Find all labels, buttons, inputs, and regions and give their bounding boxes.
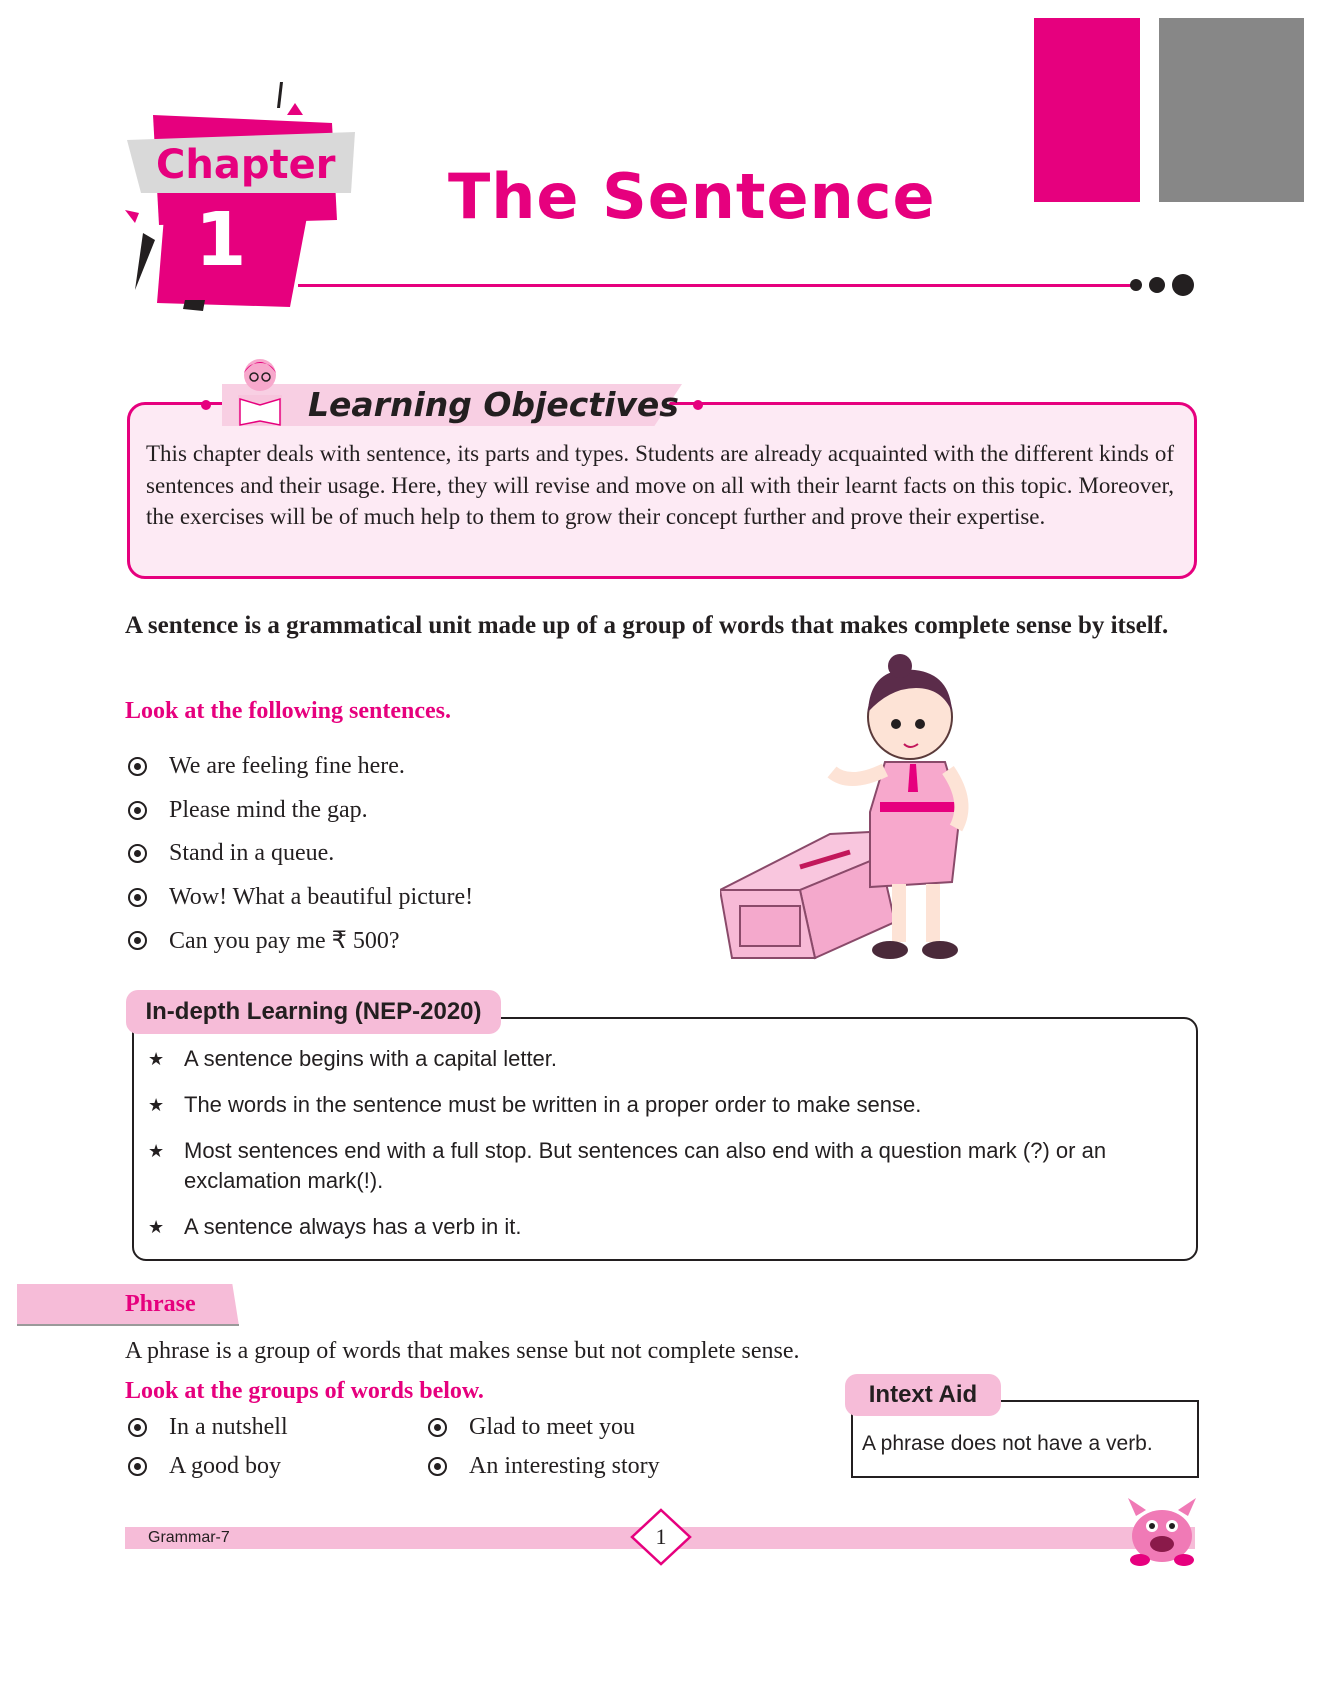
bullet-icon <box>128 931 147 950</box>
list-item: ★ Most sentences end with a full stop. But sentences can also end with a question mark (?) or an exclamation mark(!). <box>148 1136 1188 1196</box>
girl-reading-icon <box>228 355 288 427</box>
corner-gray-block <box>1159 18 1304 202</box>
bullet-icon <box>128 888 147 907</box>
list-item: ★ A sentence begins with a capital letter. <box>148 1044 1188 1074</box>
bullet-icon <box>128 844 147 863</box>
bullet-icon <box>428 1457 447 1476</box>
list-item: ★ The words in the sentence must be written in a proper order to make sense. <box>148 1090 1188 1120</box>
footer-book-label: Grammar-7 <box>148 1529 230 1546</box>
star-icon: ★ <box>148 1217 165 1237</box>
phrase-heading: Phrase <box>125 1291 196 1317</box>
bullet-icon <box>128 757 147 776</box>
phrase-definition: A phrase is a group of words that makes sense but not complete sense. <box>125 1338 800 1364</box>
title-rule <box>298 284 1138 287</box>
bullet-icon <box>128 1418 147 1437</box>
list-item: Stand in a queue. <box>128 832 473 876</box>
star-icon: ★ <box>148 1141 165 1161</box>
intext-aid-heading: Intext Aid <box>845 1374 1001 1416</box>
list-item: We are feeling fine here. <box>128 745 473 789</box>
girl-desk-illustration <box>720 652 1030 992</box>
page-title: The Sentence <box>448 160 936 233</box>
rule-dots <box>1130 273 1202 297</box>
list-item: An interesting story <box>428 1447 660 1486</box>
phrase-list-col1 <box>128 1408 288 1486</box>
page-number: 1 <box>655 1524 667 1549</box>
chapter-label: Chapter <box>156 142 336 188</box>
objectives-text: This chapter deals with sentence, its parts and types. Students are already acquainted with the different kinds of sentences and their usage. Here, they will revise and move on all with their learnt facts on this topic. Moreover, the exercises will be of much help to them to grow their concept further and prove their expertise. <box>146 441 1174 529</box>
star-icon: ★ <box>148 1049 165 1069</box>
bullet-icon <box>128 801 147 820</box>
list-item: Please mind the gap. <box>128 789 473 833</box>
list-item: ★ A sentence always has a verb in it. <box>148 1212 1188 1242</box>
list-item: Glad to meet you <box>428 1408 660 1447</box>
objectives-dot-right <box>693 400 703 410</box>
list-item: Wow! What a beautiful picture! <box>128 876 473 920</box>
phrase-subheading: Look at the groups of words below. <box>125 1378 484 1404</box>
bullet-icon <box>428 1418 447 1437</box>
monster-mascot-icon <box>1122 1496 1202 1568</box>
intext-aid-text: A phrase does not have a verb. <box>862 1432 1153 1455</box>
list-item: In a nutshell <box>128 1408 288 1447</box>
star-icon: ★ <box>148 1095 165 1115</box>
bullet-icon <box>128 1457 147 1476</box>
examples-heading: Look at the following sentences. <box>125 698 451 724</box>
objectives-heading: Learning Objectives <box>308 385 679 424</box>
list-item: Can you pay me ₹ 500? <box>128 919 473 963</box>
phrase-heading-edge <box>17 1324 239 1326</box>
objectives-dot-left <box>201 400 211 410</box>
in-depth-list <box>148 1044 1188 1242</box>
sentence-definition: A sentence is a grammatical unit made up of a group of words that makes complete sense by itself. <box>125 612 1169 639</box>
examples-list <box>128 745 473 963</box>
phrase-list-col2 <box>428 1408 660 1486</box>
chapter-number: 1 <box>195 197 247 283</box>
list-item: A good boy <box>128 1447 288 1486</box>
corner-pink-block <box>1034 18 1140 202</box>
in-depth-heading: In-depth Learning (NEP-2020) <box>126 990 501 1034</box>
